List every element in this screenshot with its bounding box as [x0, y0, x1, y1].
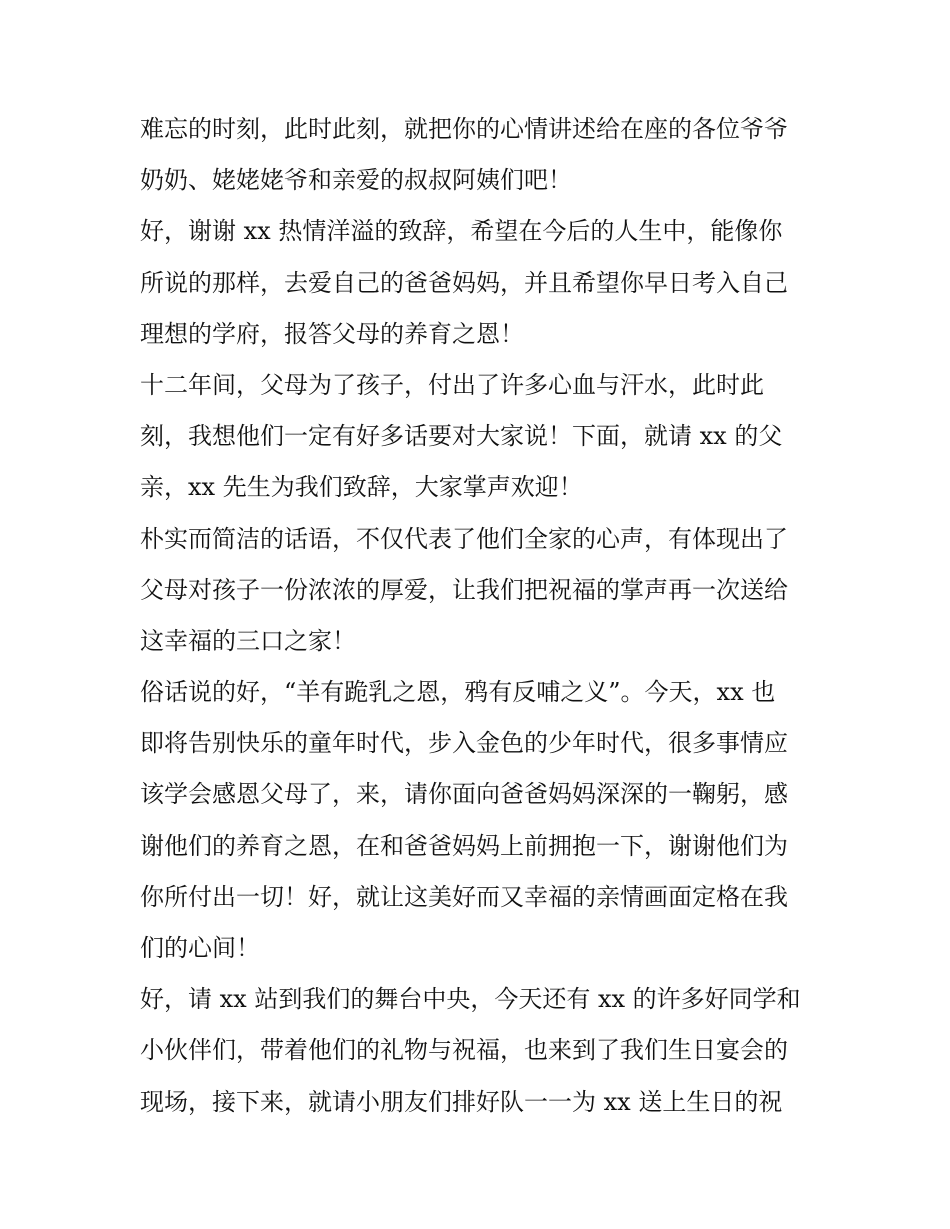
text-line: 谢他们的养育之恩，在和爸爸妈妈上前拥抱一下，谢谢他们为	[140, 831, 788, 860]
text-line: 这幸福的三口之家！	[140, 626, 356, 655]
text-line: 刻，我想他们一定有好多话要对大家说！下面，就请 xx 的父	[140, 422, 783, 451]
text-line: 好，请 xx 站到我们的舞台中央，今天还有 xx 的许多好同学和	[140, 985, 801, 1014]
text-line: 理想的学府，报答父母的养育之恩！	[140, 319, 524, 348]
text-line: 难忘的时刻，此时此刻，就把你的心情讲述给在座的各位爷爷	[140, 115, 788, 143]
text-line: 朴实而简洁的话语，不仅代表了他们全家的心声，有体现出了	[140, 524, 788, 553]
paragraph-6	[140, 974, 820, 1128]
paragraph-5	[140, 667, 820, 974]
paragraph-1	[140, 104, 820, 206]
paragraph-2	[140, 206, 820, 360]
text-line: 即将告别快乐的童年时代，步入金色的少年时代，很多事情应	[140, 729, 788, 758]
text-line: 父母对孩子一份浓浓的厚爱，让我们把祝福的掌声再一次送给	[140, 575, 788, 604]
text-line: 们的心间！	[140, 934, 260, 962]
text-line: 该学会感恩父母了，来，请你面向爸爸妈妈深深的一鞠躬，感	[140, 780, 788, 809]
text-line: 俗话说的好，“羊有跪乳之恩，鸦有反哺之义”。今天，xx 也	[140, 678, 776, 707]
text-line: 亲，xx 先生为我们致辞，大家掌声欢迎！	[140, 473, 583, 502]
text-line: 小伙伴们，带着他们的礼物与祝福，也来到了我们生日宴会的	[140, 1036, 788, 1065]
text-line: 你所付出一切！好，就让这美好而又幸福的亲情画面定格在我	[140, 882, 788, 911]
document-body	[140, 104, 820, 1128]
text-line: 好，谢谢 xx 热情洋溢的致辞，希望在今后的人生中，能像你	[140, 217, 783, 246]
text-line: 现场，接下来，就请小朋友们排好队一一为 xx 送上生日的祝	[140, 1087, 783, 1116]
paragraph-3	[140, 360, 820, 514]
text-line: 所说的那样，去爱自己的爸爸妈妈，并且希望你早日考入自己	[140, 268, 788, 297]
paragraph-4	[140, 514, 820, 668]
text-line: 奶奶、姥姥姥爷和亲爱的叔叔阿姨们吧！	[140, 166, 572, 195]
text-line: 十二年间，父母为了孩子，付出了许多心血与汗水，此时此	[140, 370, 764, 399]
